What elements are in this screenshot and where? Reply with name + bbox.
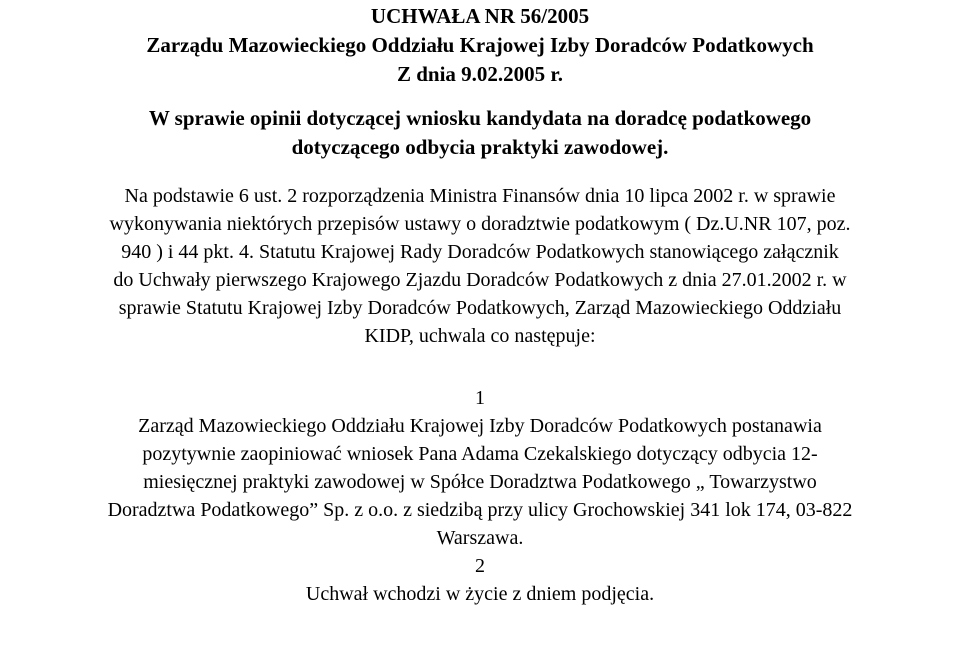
- section-1-line: pozytywnie zaopiniować wniosek Pana Adama Czekalskiego dotyczący odbycia 12-: [142, 443, 818, 465]
- section-2-paragraph: [0, 580, 960, 608]
- section-1-line: miesięcznej praktyki zawodowej w Spółce Doradztwa Podatkowego „ Towarzystwo: [143, 471, 817, 493]
- section-1-line: Zarząd Mazowieckiego Oddziału Krajowej Izby Doradców Podatkowych postanawia: [138, 415, 822, 437]
- preamble-line: sprawie Statutu Krajowej Izby Doradców Podatkowych, Zarząd Mazowieckiego Oddziału: [118, 297, 842, 319]
- preamble-line: wykonywania niektórych przepisów ustawy o doradztwie podatkowym ( Dz.U.NR 107, poz.: [109, 213, 851, 235]
- section-1-heading: 1: [475, 387, 485, 409]
- preamble-line: KIDP, uchwala co następuje:: [364, 325, 596, 347]
- subject-line: dotyczącego odbycia praktyki zawodowej.: [291, 135, 669, 159]
- resolution-header: [0, 0, 960, 89]
- resolution-date: Z dnia 9.02.2005 r.: [396, 62, 564, 86]
- resolution-subject: [0, 104, 960, 162]
- section-1-paragraph: [0, 412, 960, 552]
- section-2-heading: 2: [475, 555, 485, 577]
- resolution-number: UCHWAŁA NR 56/2005: [370, 4, 590, 28]
- subject-line: W sprawie opinii dotyczącej wniosku kandydata na doradcę podatkowego: [148, 106, 812, 130]
- preamble-paragraph: [0, 182, 960, 350]
- issuing-body: Zarządu Mazowieckiego Oddziału Krajowej Izby Doradców Podatkowych: [146, 33, 814, 57]
- section-1-line: Doradztwa Podatkowego” Sp. z o.o. z siedzibą przy ulicy Grochowskiej 341 lok 174, 03-822: [107, 499, 853, 521]
- preamble-line: do Uchwały pierwszego Krajowego Zjazdu Doradców Podatkowych z dnia 27.01.2002 r. w: [113, 269, 847, 291]
- section-2-line: Uchwał wchodzi w życie z dniem podjęcia.: [305, 583, 655, 605]
- preamble-line: Na podstawie 6 ust. 2 rozporządzenia Ministra Finansów dnia 10 lipca 2002 r. w sprawie: [124, 185, 836, 207]
- section-1-line: Warszawa.: [436, 527, 524, 549]
- preamble-line: 940 ) i 44 pkt. 4. Statutu Krajowej Rady Doradców Podatkowych stanowiącego załącznik: [121, 241, 839, 263]
